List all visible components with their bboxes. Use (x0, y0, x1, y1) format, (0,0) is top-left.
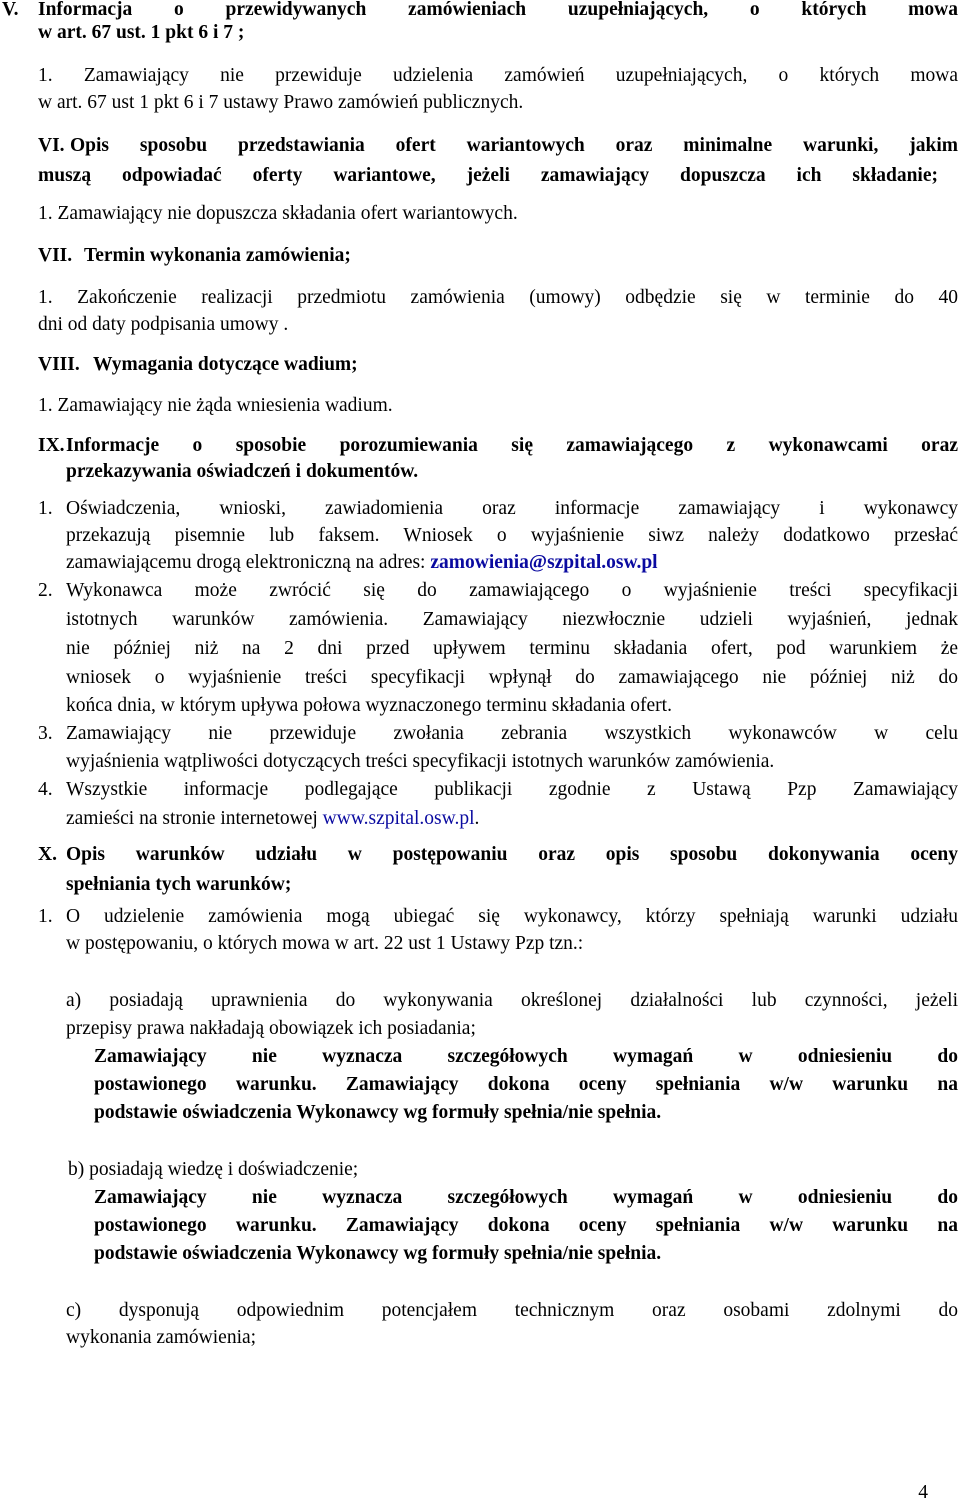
section-ix-item4-line1: Wszystkie informacje podlegające publikacji zgodnie z Ustawą Pzp Zamawiający (66, 779, 958, 800)
section-ix-item1-line3-text: zamawiającemu drogą elektroniczną na adres: (66, 552, 431, 573)
section-ix-item3-line1: Zamawiający nie przewiduje zwołania zebrania wszystkich wykonawców w celu (66, 723, 958, 744)
section-vii-heading: Termin wykonania zamówienia; (84, 245, 351, 266)
page-number: 4 (918, 1482, 928, 1503)
section-ix-item1-line1: Oświadczenia, wnioski, zawiadomienia oraz informacje zamawiający i wykonawcy (66, 498, 958, 519)
section-x-item-b-note-line2: postawionego warunku. Zamawiający dokona oceny spełniania w/w warunku na (94, 1215, 958, 1236)
section-ix-heading-line2: przekazywania oświadczeń i dokumentów. (66, 461, 419, 482)
section-x-item-a-line2: przepisy prawa nakładają obowiązek ich posiadania; (66, 1018, 476, 1039)
section-v-heading-line2: w art. 67 ust. 1 pkt 6 i 7 ; (38, 22, 245, 43)
section-ix-item2-line4: wniosek o wyjaśnienie treści specyfikacji wpłynął do zamawiającego nie później niż do (66, 667, 958, 688)
section-x-heading-line1: Opis warunków udziału w postępowaniu oraz opis sposobu dokonywania oceny (66, 844, 958, 865)
section-vii-paragraph-line1: 1. Zakończenie realizacji przedmiotu zamówienia (umowy) odbędzie się w terminie do 40 (38, 287, 958, 308)
section-viii-heading: Wymagania dotyczące wadium; (93, 354, 358, 375)
section-x-item-a-note-line1: Zamawiający nie wyznacza szczegółowych wymagań w odniesieniu do (94, 1046, 958, 1067)
section-x-item-a-line1: a) posiadają uprawnienia do wykonywania określonej działalności lub czynności, jeżeli (66, 990, 958, 1011)
section-ix-item4-line2 (66, 806, 479, 832)
section-ix-item4-line2-text: zamieści na stronie internetowej (66, 808, 323, 829)
section-x-item-b-note-line3: podstawie oświadczenia Wykonawcy wg formuły spełnia/nie spełnia. (94, 1243, 662, 1264)
section-ix-item3-line2: wyjaśnienia wątpliwości dotyczących treści specyfikacji istotnych warunków zamówienia. (66, 751, 775, 772)
section-ix-item4-line2-end: . (474, 808, 480, 829)
section-ix-item4-number: 4. (38, 779, 53, 800)
section-viii-number: VIII. (38, 354, 80, 375)
section-viii-paragraph: 1. Zamawiający nie żąda wniesienia wadium. (38, 395, 393, 416)
section-x-item1-number: 1. (38, 906, 53, 927)
section-x-item-a-note-line2: postawionego warunku. Zamawiający dokona oceny spełniania w/w warunku na (94, 1074, 958, 1095)
section-vii-paragraph-line2: dni od daty podpisania umowy . (38, 314, 289, 335)
email-link[interactable]: zamowienia@szpital.osw.pl (430, 552, 658, 573)
section-x-item-b-note-line1: Zamawiający nie wyznacza szczegółowych wymagań w odniesieniu do (94, 1187, 958, 1208)
section-x-item1-line1: O udzielenie zamówienia mogą ubiegać się wykonawcy, którzy spełniają warunki udziału (66, 906, 958, 927)
section-v-heading-line1: Informacja o przewidywanych zamówieniach uzupełniających, o których mowa (38, 0, 958, 20)
section-vi-heading-line2: muszą odpowiadać oferty wariantowe, jeżeli zamawiający dopuszcza ich składanie; (38, 165, 938, 186)
section-ix-item2-line1: Wykonawca może zwrócić się do zamawiającego o wyjaśnienie treści specyfikacji (66, 580, 958, 601)
section-vi-heading-line1: Opis sposobu przedstawiania ofert wariantowych oraz minimalne warunki, jakim (70, 135, 958, 156)
section-x-item-c-line2: wykonania zamówienia; (66, 1327, 257, 1348)
section-vi-number: VI. (38, 135, 65, 156)
section-ix-item1-line2: przekazują pisemnie lub faksem. Wniosek o wyjaśnienie siwz należy dodatkowo przesłać (66, 525, 958, 546)
section-ix-item2-number: 2. (38, 580, 53, 601)
section-ix-heading-line1: Informacje o sposobie porozumiewania się zamawiającego z wykonawcami oraz (66, 435, 958, 456)
section-ix-item2-line2: istotnych warunków zamówienia. Zamawiający niezwłocznie udzieli wyjaśnień, jednak (66, 609, 958, 630)
section-ix-item2-line3: nie później niż na 2 dni przed upływem terminu składania ofert, pod warunkiem że (66, 638, 958, 659)
section-vi-paragraph: 1. Zamawiający nie dopuszcza składania ofert wariantowych. (38, 203, 518, 224)
section-ix-item1-line3 (66, 550, 658, 576)
section-x-item1-line2: w postępowaniu, o których mowa w art. 22 ust 1 Ustawy Pzp tzn.: (66, 933, 584, 954)
section-x-item-c-line1: c) dysponują odpowiednim potencjałem technicznym oraz osobami zdolnymi do (66, 1300, 958, 1321)
section-x-item-a-note-line3: podstawie oświadczenia Wykonawcy wg formuły spełnia/nie spełnia. (94, 1102, 662, 1123)
section-ix-item2-line5: końca dnia, w którym upływa połowa wyznaczonego terminu składania ofert. (66, 695, 672, 716)
section-x-heading-line2: spełniania tych warunków; (66, 874, 292, 895)
section-v-paragraph-line1: 1. Zamawiający nie przewiduje udzielenia zamówień uzupełniających, o których mowa (38, 65, 958, 86)
website-link[interactable]: www.szpital.osw.pl (322, 808, 475, 829)
section-x-item-b-line1: b) posiadają wiedzę i doświadczenie; (68, 1159, 359, 1180)
section-v-number: V. (2, 0, 19, 20)
section-v-paragraph-line2: w art. 67 ust 1 pkt 6 i 7 ustawy Prawo zamówień publicznych. (38, 92, 524, 113)
section-ix-item3-number: 3. (38, 723, 53, 744)
section-ix-number: IX. (38, 435, 65, 456)
section-x-number: X. (38, 844, 57, 865)
section-ix-item1-number: 1. (38, 498, 53, 519)
section-vii-number: VII. (38, 245, 73, 266)
